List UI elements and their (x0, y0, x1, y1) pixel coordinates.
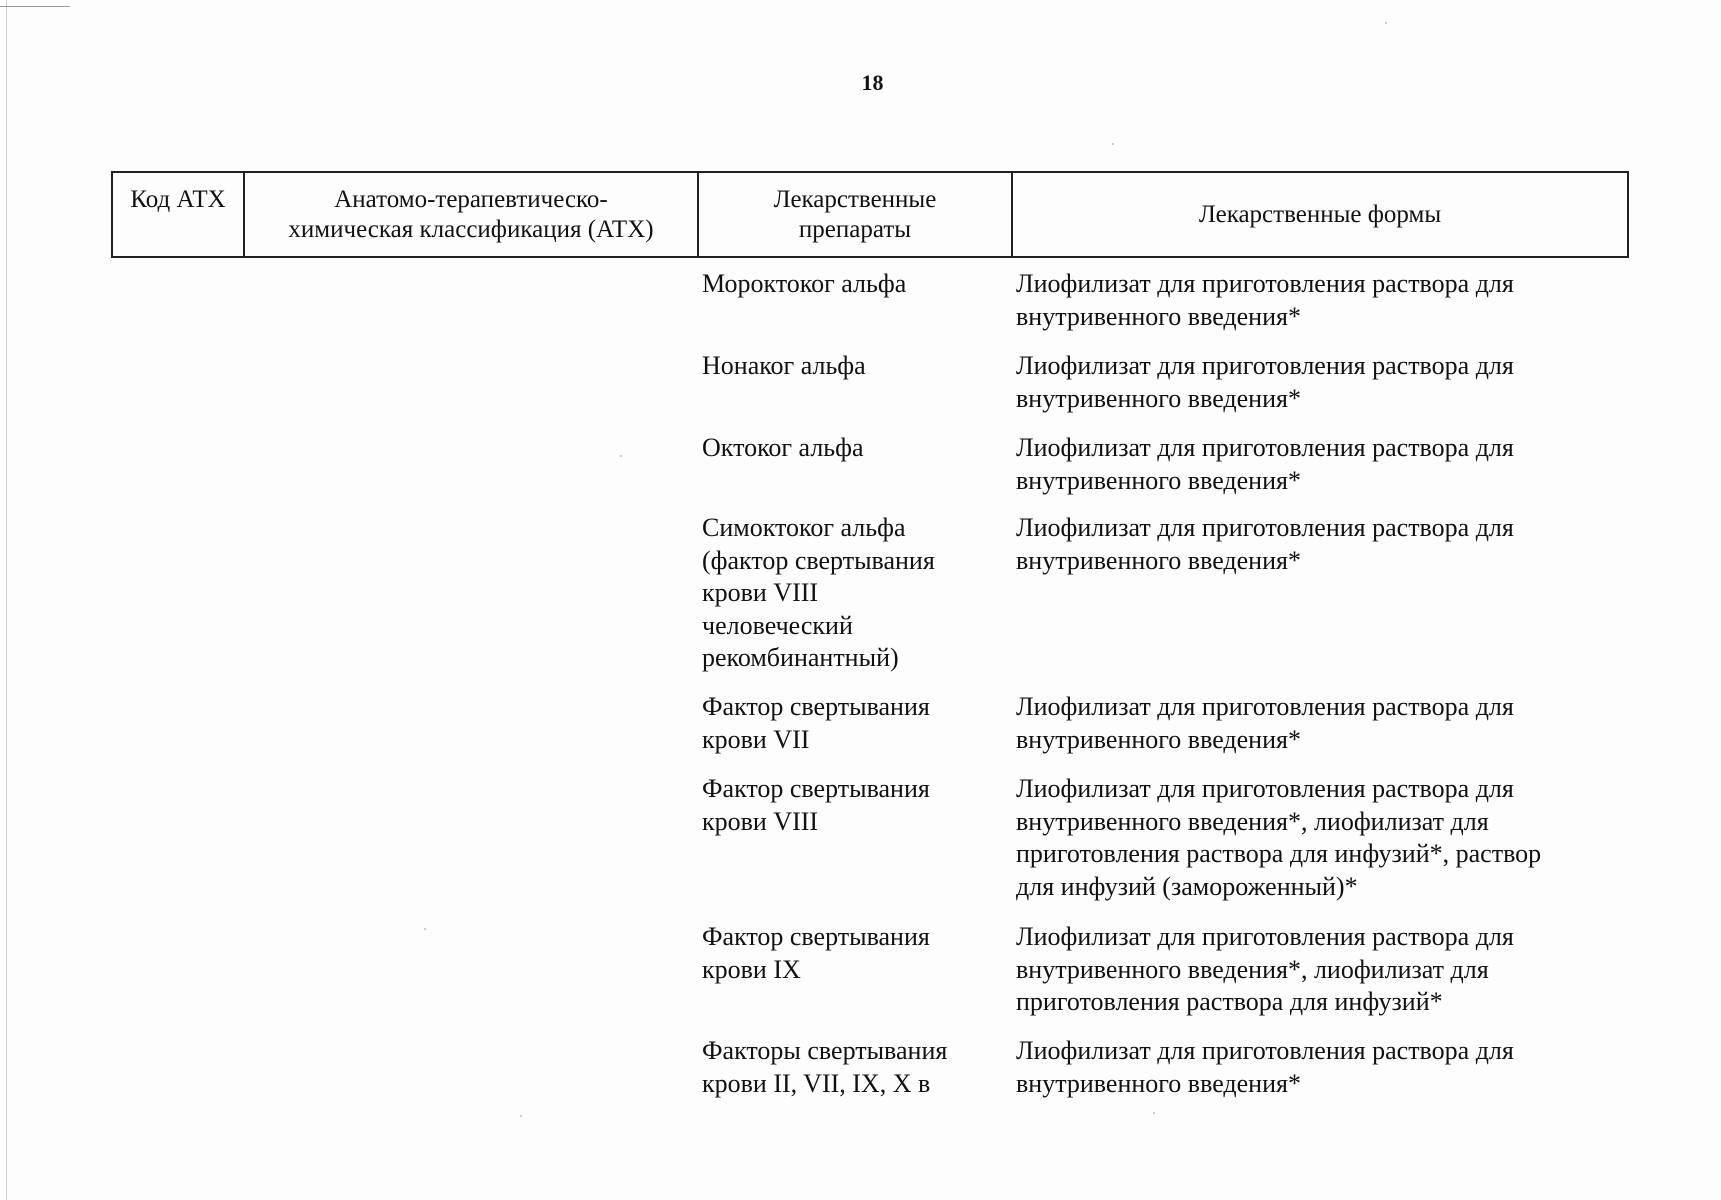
drug-name: Симоктоког альфа (фактор свертывания крови VIII человеческий рекомбинантный) (702, 513, 935, 672)
scan-speck (520, 1115, 522, 1117)
drug-name: Фактор свертывания крови VII (702, 692, 930, 754)
header-atx-classification-text: Анатомо-терапевтическо- химическая классификация (АТХ) (288, 185, 654, 243)
dosage-form: Лиофилизат для приготовления раствора для внутривенного введения* (1016, 433, 1514, 495)
drug-name: Нонаког альфа (702, 351, 866, 380)
drug-name: Мороктоког альфа (702, 269, 907, 298)
drug-name: Фактор свертывания крови IX (702, 922, 930, 984)
drug-name: Фактор свертывания крови VIII (702, 774, 930, 836)
scan-speck (1385, 22, 1387, 24)
scan-speck (424, 928, 426, 930)
header-dosage-forms: Лекарственные формы (1198, 200, 1442, 228)
dosage-form: Лиофилизат для приготовления раствора для внутривенного введения* (1016, 1036, 1514, 1098)
drug-name: Октоког альфа (702, 433, 864, 462)
page-number: 18 (861, 70, 884, 95)
scan-speck (1112, 143, 1114, 145)
scan-speck (620, 455, 622, 457)
scan-speck (1153, 1112, 1155, 1114)
header-drugs-text: Лекарственные препараты (773, 185, 937, 243)
dosage-form: Лиофилизат для приготовления раствора для внутривенного введения*, лиофилизат для приготовления раствора для инфузий* (1016, 922, 1514, 1016)
dosage-form: Лиофилизат для приготовления раствора для внутривенного введения* (1016, 513, 1514, 575)
dosage-form: Лиофилизат для приготовления раствора для внутривенного введения* (1016, 269, 1514, 331)
dosage-form: Лиофилизат для приготовления раствора для внутривенного введения* (1016, 692, 1514, 754)
dosage-form: Лиофилизат для приготовления раствора для внутривенного введения*, лиофилизат для приготовления раствора для инфузий*, раствор для инфузий (замороженный)* (1016, 774, 1542, 901)
dosage-form: Лиофилизат для приготовления раствора для внутривенного введения* (1016, 351, 1514, 413)
header-code-atx: Код АТХ (113, 173, 245, 256)
drug-name: Факторы свертывания крови II, VII, IX, X в (702, 1036, 948, 1098)
